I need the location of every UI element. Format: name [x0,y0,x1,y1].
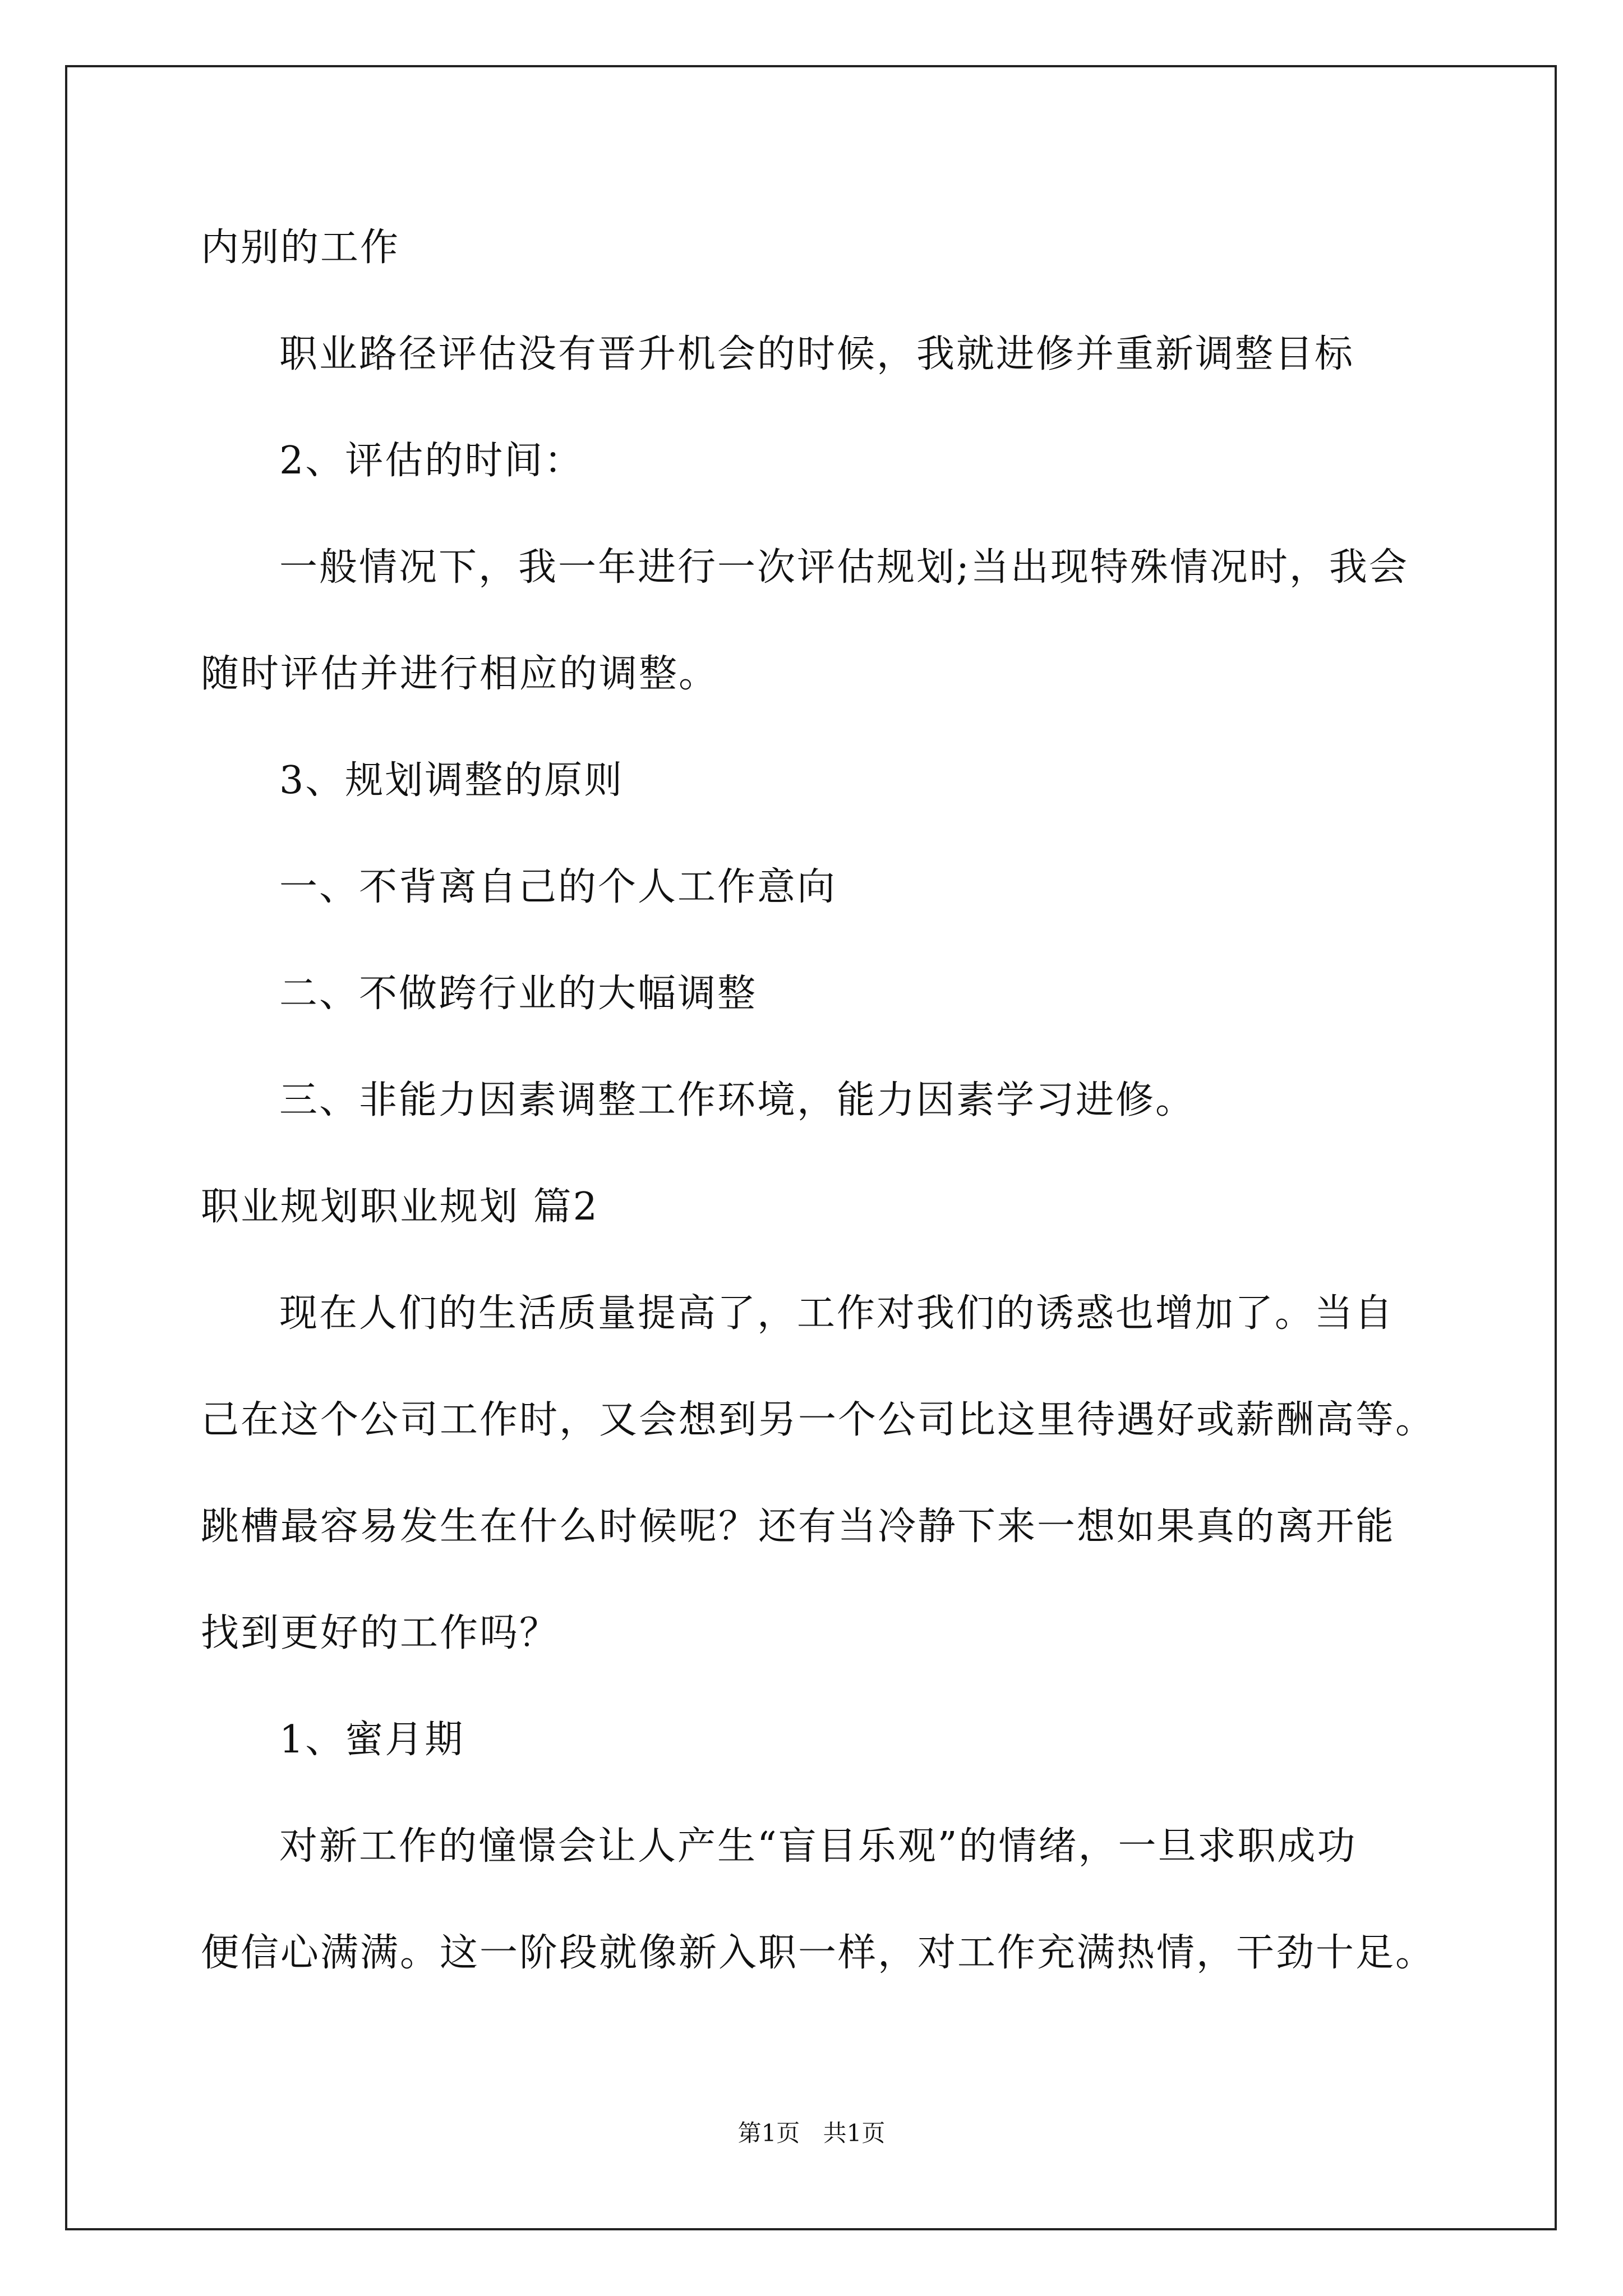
text-line-3: 2、评估的时间： [279,439,584,483]
text-line-17: 便信心满满。这一阶段就像新入职一样，对工作充满热情，干劲十足。 [201,1931,1436,1975]
text-line-14: 找到更好的工作吗？ [201,1611,560,1655]
page-number: 第1页 [737,2119,800,2147]
text-line-12: 己在这个公司工作时，又会想到另一个公司比这里待遇好或薪酬高等。 [201,1398,1436,1442]
text-line-1: 内别的工作 [201,226,400,270]
section-heading: 职业规划职业规划 篇2 [201,1185,599,1229]
text-line-2: 职业路径评估没有晋升机会的时候，我就进修并重新调整目标 [279,332,1355,376]
text-line-8: 二、不做跨行业的大幅调整 [279,972,758,1016]
text-line-6: 3、规划调整的原则 [279,758,624,803]
text-line-9: 三、非能力因素调整工作环境，能力因素学习进修。 [279,1078,1196,1122]
page-total: 共1页 [823,2119,886,2147]
text-line-11: 现在人们的生活质量提高了，工作对我们的诱惑也增加了。当自 [279,1291,1395,1336]
text-line-5: 随时评估并进行相应的调整。 [201,652,719,696]
text-line-13: 跳槽最容易发生在什么时候呢？还有当冷静下来一想如果真的离开能 [201,1504,1396,1549]
page-footer [0,2119,1623,2147]
text-line-15: 1、蜜月期 [279,1718,465,1762]
text-line-16: 对新工作的憧憬会让人产生“盲目乐观”的情绪，一旦求职成功 [279,1824,1357,1869]
page-border [65,65,1557,2230]
text-line-7: 一、不背离自己的个人工作意向 [279,865,837,909]
text-line-4: 一般情况下，我一年进行一次评估规划;当出现特殊情况时，我会 [279,545,1409,590]
